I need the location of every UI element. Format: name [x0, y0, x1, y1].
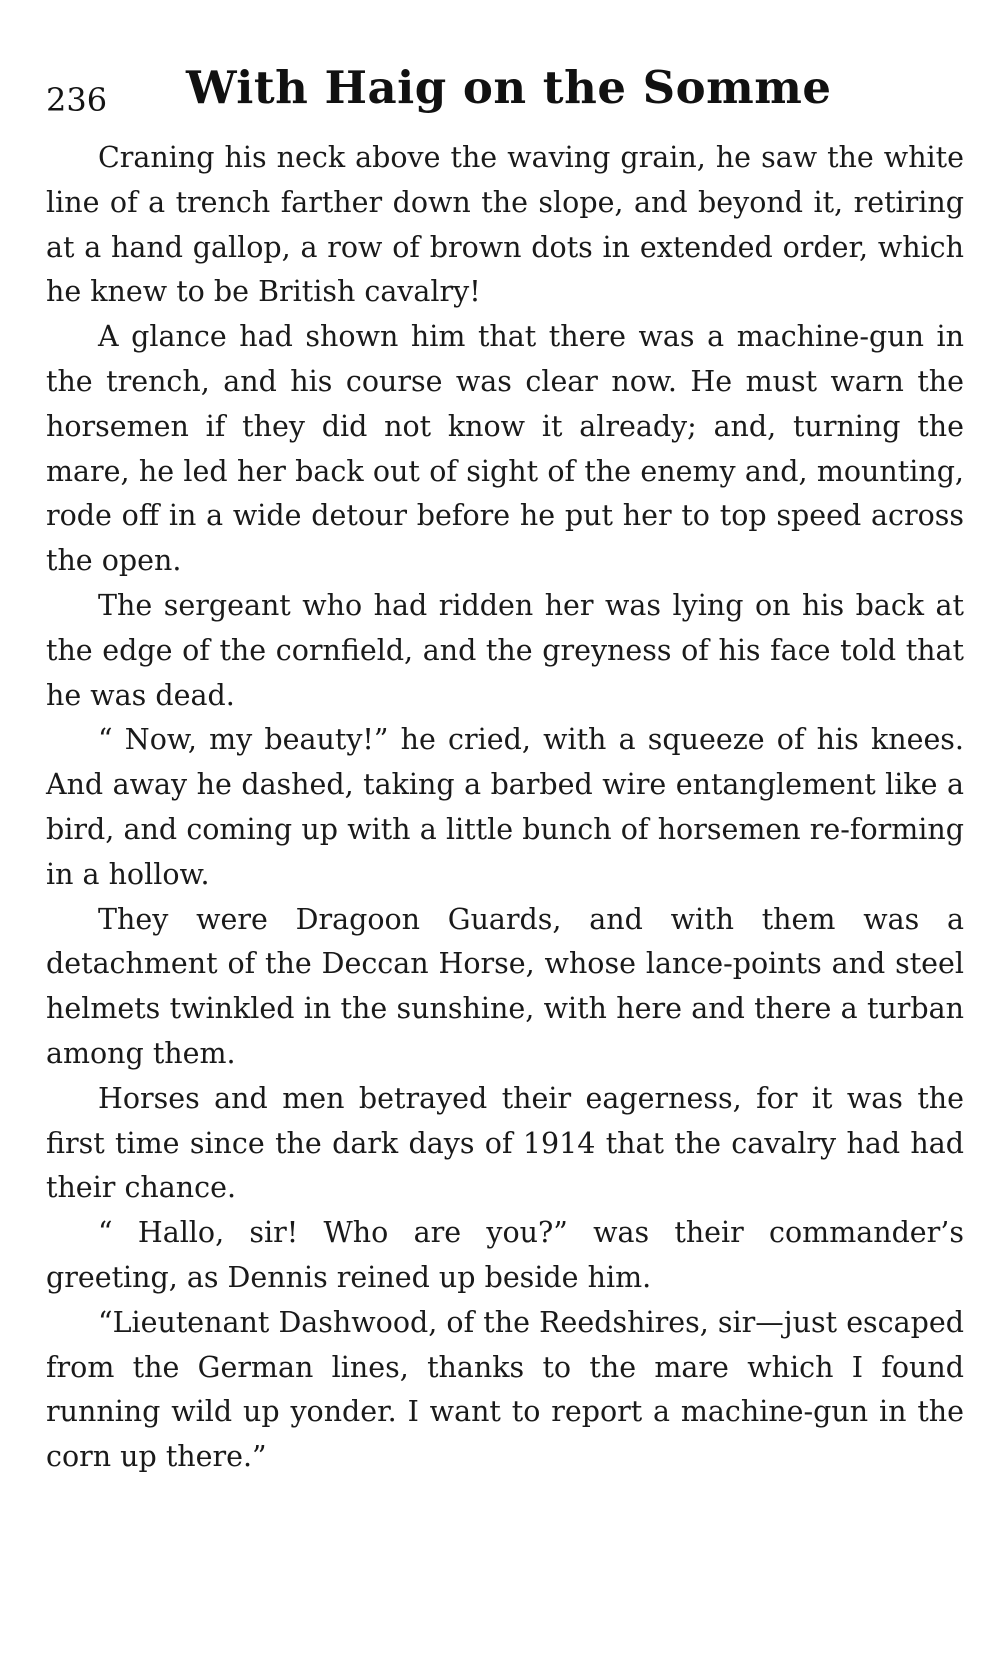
running-title: With Haig on the Somme	[186, 61, 832, 114]
paragraph: “ Hallo, sir! Who are you?” was their commander’s greeting, as Dennis reined up beside him.	[46, 1216, 964, 1294]
paragraph: The sergeant who had ridden her was lying on his back at the edge of the cornfield, and the greyness of his face told that he was dead.	[46, 588, 964, 712]
body-text	[46, 136, 964, 1480]
paragraph: They were Dragoon Guards, and with them was a detachment of the Deccan Horse, whose lance-points and steel helmets twinkled in the sunshine, with here and there a turban among them.	[46, 902, 964, 1070]
paragraph: Horses and men betrayed their eagerness, for it was the first time since the dark days of 1914 that the cavalry had had their chance.	[46, 1081, 964, 1205]
paragraph: “ Now, my beauty!” he cried, with a squeeze of his knees. And away he dashed, taking a barbed wire entanglement like a bird, and coming up with a little bunch of horsemen re-forming in a hollow.	[46, 723, 964, 891]
paragraph: “Lieutenant Dashwood, of the Reedshires, sir—just escaped from the German lines, thanks to the mare which I found running wild up yonder. I want to report a machine-gun in the corn up there.”	[46, 1305, 964, 1474]
paragraph: Craning his neck above the waving grain, he saw the white line of a trench farther down the slope, and beyond it, retiring at a hand gallop, a row of brown dots in extended order, which he knew to be British cavalry!	[46, 141, 964, 309]
page-number: 236	[46, 81, 108, 119]
paragraph: A glance had shown him that there was a machine-gun in the trench, and his course was clear now. He must warn the horsemen if they did not know it already; and, turning the mare, he led her back out of sight of the enemy and, mounting, rode off in a wide detour before he put her to top speed across the open.	[46, 320, 964, 578]
page-header	[46, 58, 946, 128]
